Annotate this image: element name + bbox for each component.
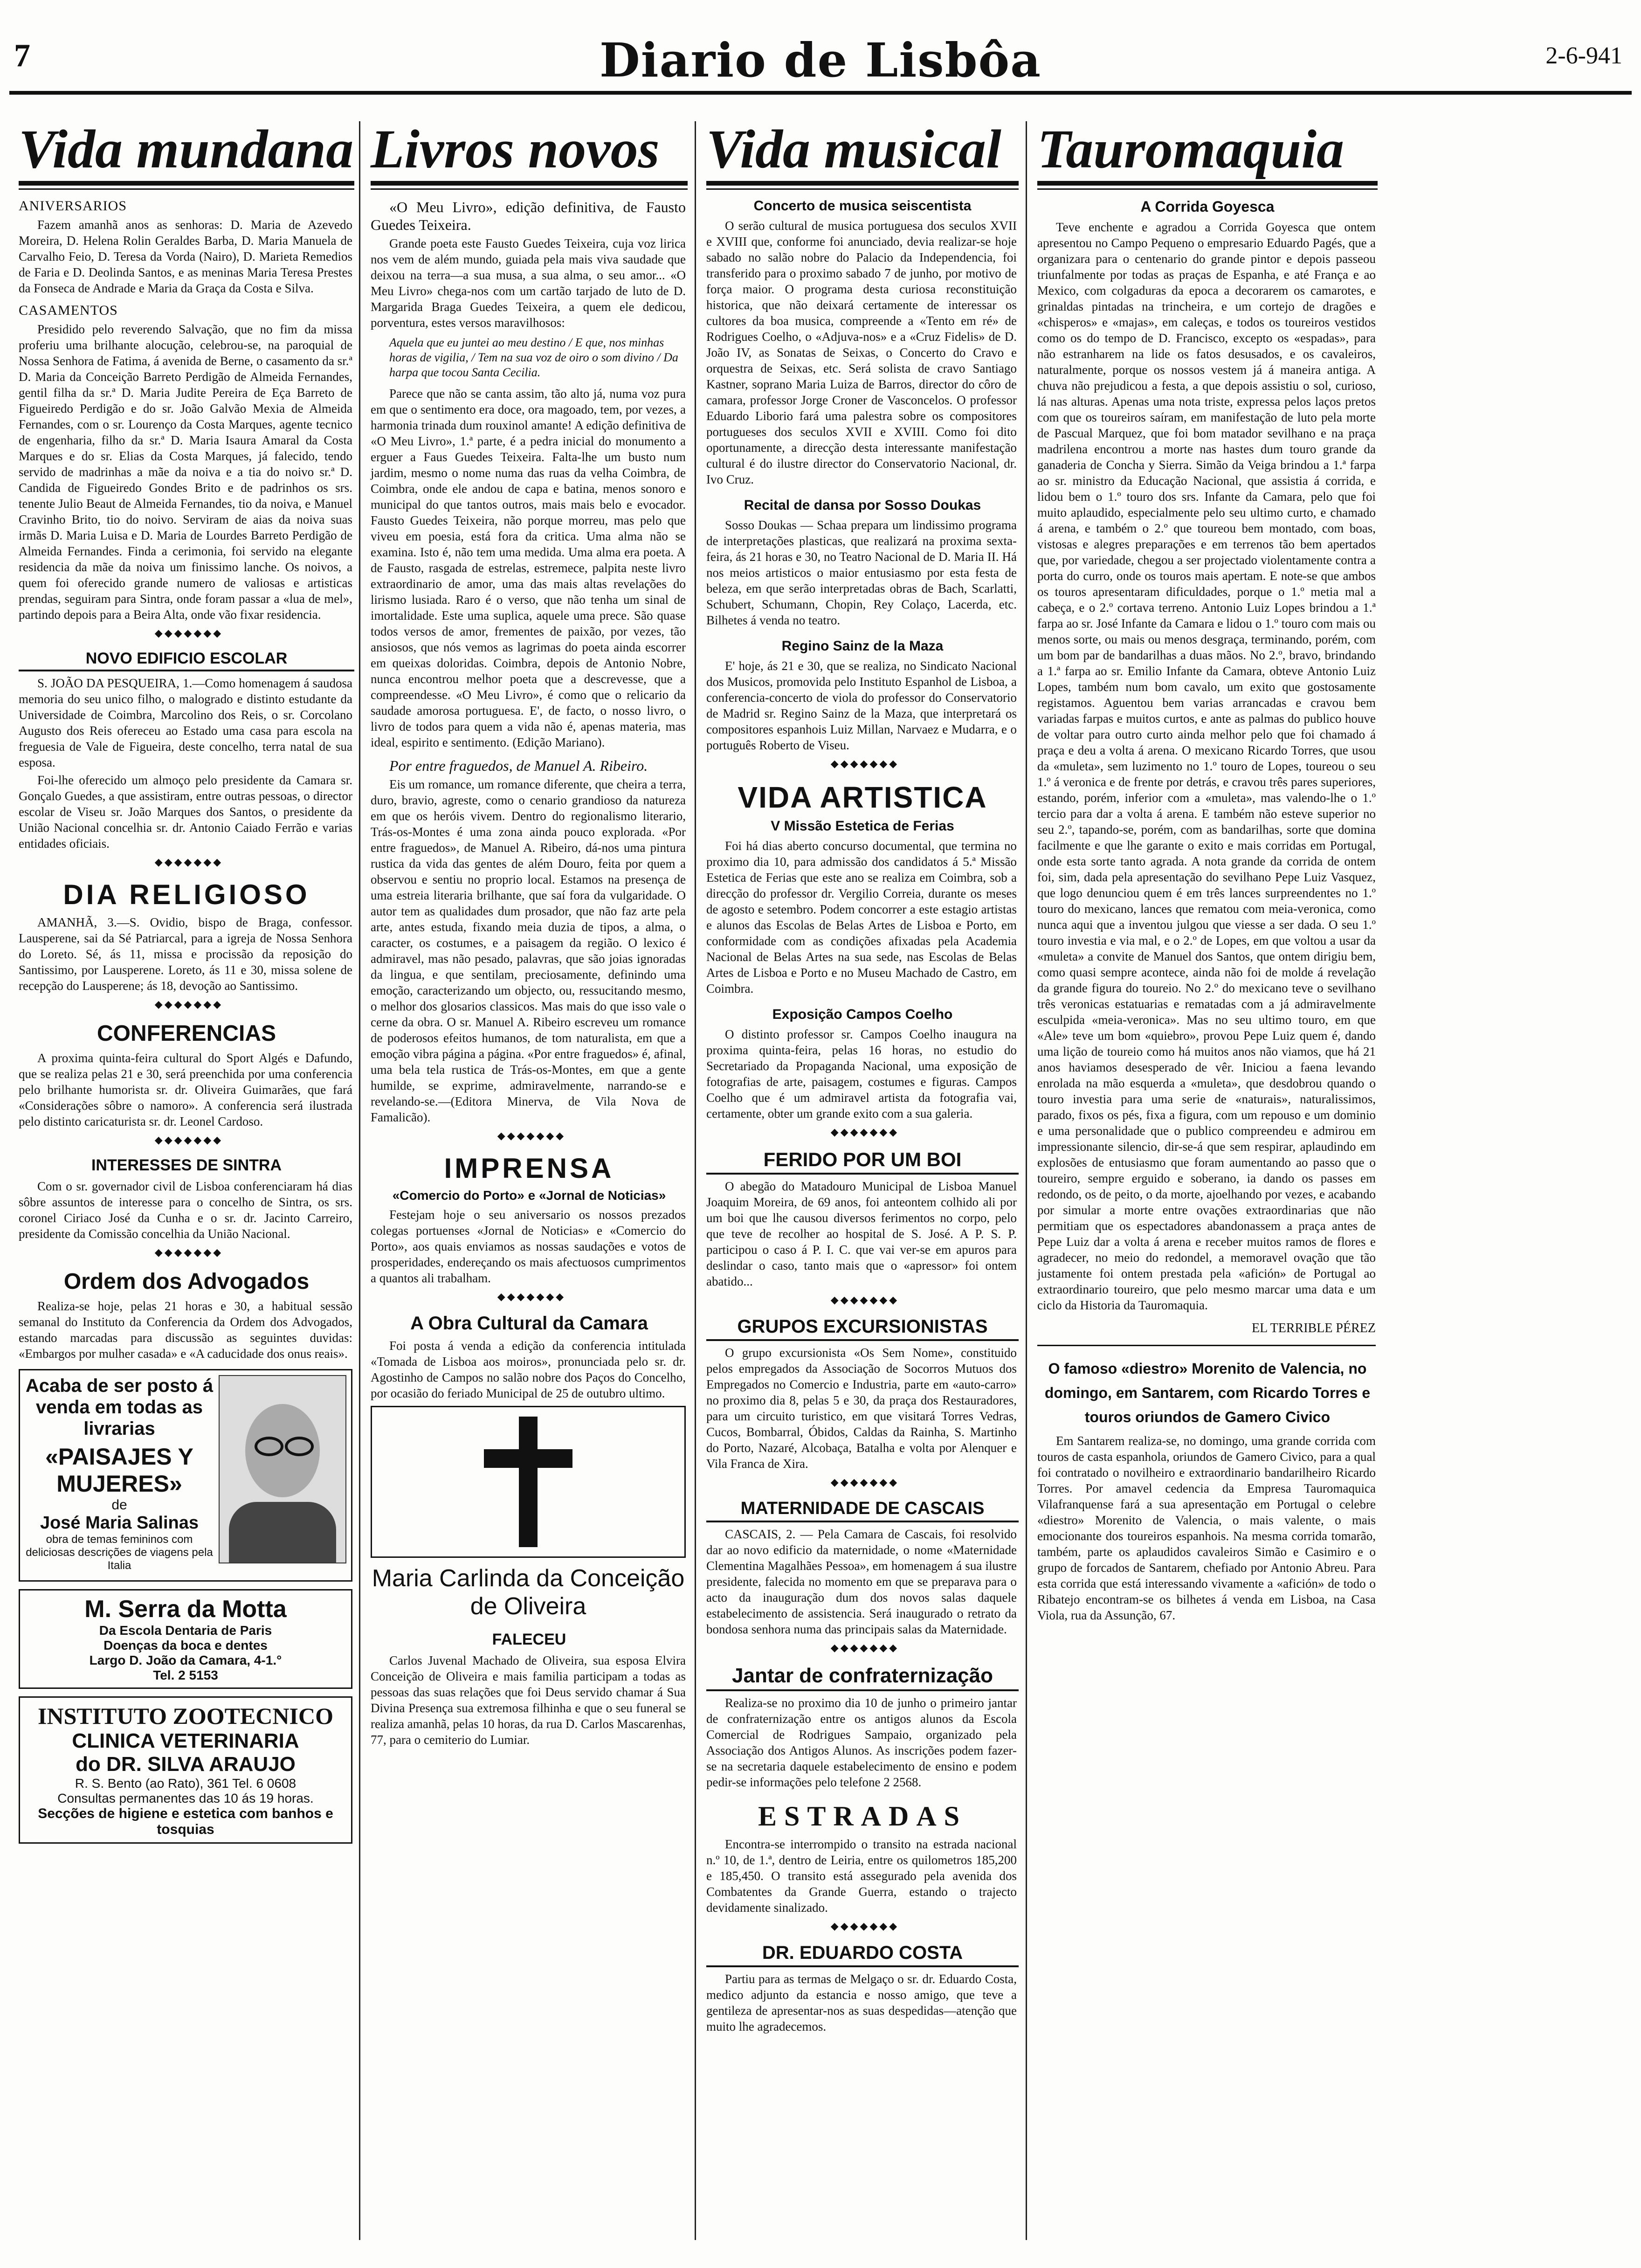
article-heading: IMPRENSA [444, 1153, 614, 1184]
ad-text: Secções de higiene e estetica com banhos e tosquias [38, 1806, 333, 1837]
article-text: O grupo excursionista «Os Sem Nome», constituido pelos empregados da Associação de Socorros Mutuos dos Empregados no Comercio e Industria, parte em «auto-carro» no proximo dia 8, pelas 5 e 30, da praça dos Restauradores, para um circuito turistico, em que visitará Torres Vedras, Cucos, Bombarral, Óbidos, Caldas da Rainha, S. Martinho do Porto, Nazaré, Alcobaça, Batalha e volta por Alenquer e Vila Franca de Xira. [706, 1346, 1017, 1471]
article-heading: INTERESSES DE SINTRA [91, 1156, 282, 1174]
article-text: Eis um romance, um romance diferente, que cheira a terra, duro, bravio, agreste, como o cenario grandioso da natureza em que os heróis vivem. Dentro do regionalismo literario, Trás-os-Montes é uma zona ainda pouco explorada. «Por entre fraguedos», de Manuel A. Ribeiro, dá-nos uma pintura rustica da vida das gentes de além Douro, feita por quem a observou e sentiu no proprio local. Estamos na presença de uma estreia literaria brilhante, que saí fora da vulgaridade. O autor tem as qualidades dum prosador, que não faz arte pela arte, antes estuda, fixando meia duzia de tipos, a alma, o caracter, os costumes, e a paisagem da região. O lexico é admiravel, mas não pesado, palavras, que são joias ignoradas da lingua, e que sentilam, preciosamente, definindo uma emoção, caracterizando um objecto, ou, ressucitando mesmo, o melhor dos glosarios classicos. Mas mais do que isso vale o cerne da obra. O sr. Manuel A. Ribeiro escreveu um romance de poderosos efeitos humanos, de tom naturalista, em que a emoção vibra página a página. «Por entre fraguedos» é, afinal, uma bela tela rustica de Trás-os-Montes, em que a gente humilde, se exprime, admiravelmente, narrando-se e revelando-se.—(Editora Minerva, de Vila Nova de Famalicão). [371, 777, 686, 1124]
masthead [9, 33, 1632, 89]
article-heading: DIA RELIGIOSO [63, 879, 310, 910]
article-subheading: V Missão Estetica de Ferias [771, 818, 954, 834]
article-heading: A Corrida Goyesca [1140, 198, 1275, 215]
dentist-advertisement [19, 1589, 352, 1689]
issue-date: 2-6-941 [1545, 42, 1622, 69]
byline: EL TERRIBLE PÉREZ [1252, 1321, 1376, 1335]
ornament-divider: ◆◆◆◆◆◆◆ [830, 1126, 899, 1138]
article-text: CASCAIS, 2. — Pela Camara de Cascais, foi resolvido dar ao novo edificio da maternidade, o nome «Maternidade Clementina Magalhães Pessoa», em homenagem á sua ilustre presidente, falecida no momento em que se preparava para o acto da inauguração dum dos novos salas daquele estabelecimento de assistencia. Será inaugurado o retrato da bondosa senhora numa das principais salas da Maternidade. [706, 1527, 1017, 1636]
title-rule [706, 188, 1019, 190]
page-number: 7 [14, 38, 30, 74]
article-heading: NOVO EDIFICIO ESCOLAR [19, 650, 354, 671]
ad-name: INSTITUTO ZOOTECNICO [38, 1703, 333, 1729]
article-text: Sosso Doukas — Schaa prepara um lindissimo programa de interpretações plasticas, que realizará na proxima sexta-feira, ás 21 horas e 30, no Teatro Nacional de D. Maria II. Há nos meios artisticos o maior entusiasmo por esta festa de beleza, em que serão interpretadas obras de Bach, Scarlatti, Schubert, Schumann, Chopin, Rey Colaço, Lacerda, etc. Bilhetes á venda no teatro. [706, 518, 1017, 627]
ad-text: CLINICA VETERINARIA [72, 1729, 299, 1752]
ornament-divider: ◆◆◆◆◆◆◆ [154, 856, 223, 868]
article-subheading: «Comercio do Porto» e «Jornal de Noticias» [392, 1188, 666, 1203]
column-vida-mundana [9, 112, 359, 2249]
title-rule [1037, 188, 1378, 190]
ornament-divider: ◆◆◆◆◆◆◆ [830, 1476, 899, 1488]
ornament-divider: ◆◆◆◆◆◆◆ [497, 1130, 566, 1141]
masthead-rule [9, 91, 1632, 95]
ad-text: Acaba de ser posto á venda em todas as livrarias [25, 1376, 214, 1439]
article-heading: VIDA ARTISTICA [738, 781, 987, 814]
article-text: O distinto professor sr. Campos Coelho inaugura na proxima quinta-feira, pelas 16 horas, no estudio do Secretariado da Propaganda Nacional, uma exposição de fotografias de arte, paisagem, costumes e figuras. Campos Coelho que é um admiravel artista da fotografia vai, certamente, obter um grande exito com a sua galeria. [706, 1027, 1017, 1120]
obituary-name: Maria Carlinda da Conceição de Oliveira [372, 1565, 685, 1620]
article-text: E' hoje, ás 21 e 30, que se realiza, no Sindicato Nacional dos Musicos, promovida pelo Instituto Espanhol de Lisboa, a conferencia-concerto de viola do professor do Conservatorio de Madrid sr. Regino Sainz de la Maza, que interpretará os compositores espanhois Luiz Millan, Narvaez e Mudarra, e o português Roberto de Viseu. [706, 659, 1017, 752]
article-heading: O famoso «diestro» Morenito de Valencia, no domingo, em Santarem, com Ricardo Torres e touros oriundos de Gamero Civico [1044, 1360, 1371, 1425]
ornament-divider: ◆◆◆◆◆◆◆ [154, 998, 223, 1010]
ornament-divider: ◆◆◆◆◆◆◆ [154, 627, 223, 639]
title-rule [1037, 181, 1378, 186]
title-rule [19, 188, 354, 190]
article-text: Parece que não se canta assim, tão alto já, numa voz pura em que o sentimento era doce, ora magoado, tem, por vezes, a harmonia trinada dum rouxinol amante! A edição definitiva de «O Meu Livro», 1.ª parte, é a pedra inicial do monumento a erguer a Faus Guedes Teixeira. Falta-lhe um busto num jardim, mesmo o nome numa das ruas da velha Coimbra, de Coimbra, onde ele andou de capa e batina, menos sonoro e municipal do que tantos outros, mais mais belo e evocador. Fausto Guedes Teixeira, não porque morreu, mas pelo que viveu em poesia, está fora da critica. Uma alma não se examina. Isto é, não tem uma medida. Uma alma era poeta. A de Fausto, rasgada de estrelas, estremece, palpita neste livro extraordinario de amor, uma das mais altas revelações do lirismo lusiada. Raro é o verso, que não tenha um sinal de imortalidade. Este uma suplica, aquele uma prece. São quase todos versos de amor, frementes de paixão, por vezes, tão ansiosos, que nós vemos as lagrimas do poeta ainda escorrer em queixas doloridas. Coimbra, depois de Antonio Nobre, nunca encontrou melhor poeta que a descrevesse, que a compreendesse. «O Meu Livro», é como que o relicario da saudade amorosa portuguesa. E', de facto, o nosso livro, o livro de todos para quem a vida não é, apenas materia, mas ideal, espirito e sentimento. (Edição Mariano). [371, 387, 686, 749]
ad-text: de [111, 1497, 127, 1513]
section-rule [1037, 1345, 1376, 1346]
article-text: Fazem amanhã anos as senhoras: D. Maria de Azevedo Moreira, D. Helena Rolin Geraldes Barba, D. Maria Manuela de Carvalho Feio, D. Teresa da Vorda (Nairo), D. Marieta Remedios de Faria e D. Deolinda Santos, e as meninas Maria Teresa Prestes da Fonseca de Andrade e Maria da Graça da Costa e Silva. [19, 218, 352, 295]
ornament-divider: ◆◆◆◆◆◆◆ [830, 1642, 899, 1653]
article-text: Grande poeta este Fausto Guedes Teixeira, cuja voz lirica nos vem de além mundo, guiada pela mais viva saudade que deixou na terra—a sua musa, a sua alma, o seu amor... «O Meu Livro» chega-nos com um cartão tarjado de luto de D. Margarida Braga Guedes Teixeira, a quem ele dedicou, porventura, estes versos maravilhosos: [371, 236, 686, 330]
obituary-cross-icon [371, 1406, 686, 1558]
article-heading: FERIDO POR UM BOI [706, 1148, 1019, 1175]
article-text: Presidido pelo reverendo Salvação, que no fim da missa proferiu uma brilhante alocução, celebrou-se, na paroquial de Nossa Senhora de Fatima, á avenida de Berne, o casamento da sr.ª D. Maria da Conceição Barreto Perdigão de Almeida Fernandes, gentil filha da sr.ª D. Maria Judite Pereira de Eça Barreto de Figueiredo Perdigão e do sr. João Galvão Mexia de Almeida Fernandes, com o sr. Lourenço da Costa Marques, agente tecnico de engenharia, filho da sr.ª D. Maria Isaura Amaral da Costa Marques e do sr. Elias da Costa Marques, já falecido, tendo servido de madrinhas a mãe da noiva e a tia do noivo sr.ª D. Candida de Figueiredo Gondes Brito e de padrinhos os srs. tenente Julio Beaut de Almeida Fernandes, tio da noiva, e Manuel Cravinho Brito, tio do noivo. Serviram de aias da noiva suas irmãs D. Maria Luisa e D. Maria de Lourdes Barreto Perdigão de Almeida Fernandes. Finda a cerimonia, foi servido na elegante residencia da mãe da noiva um finissimo lanche. Os noivos, a quem foi oferecido grande numero de valiosas e artisticas prendas, seguiram para Sintra, onde foram passar a «lua de mel», partindo depois para a Beira Alta, onde vão fixar residencia. [19, 322, 352, 622]
book-review-title: Por entre fraguedos, de Manuel A. Ribeiro. [389, 757, 648, 774]
article-heading: Jantar de confraternização [706, 1664, 1019, 1691]
article-text: Com o sr. governador civil de Lisboa conferenciaram há dias sôbre assuntos de interesse para o concelho de Sintra, os srs. coronel Ciriaco José da Cunha e o sr. dr. Jacinto Carreiro, presidente da Comissão concelhia da União Nacional. [19, 1179, 352, 1241]
article-heading: MATERNIDADE DE CASCAIS [706, 1499, 1019, 1522]
article-text: Foi-lhe oferecido um almoço pelo presidente da Camara sr. Gonçalo Guedes, a que assistiram, entre outras pessoas, o director escolar de Viseu sr. João Marques dos Santos, o presidente da União Nacional concelhia sr. dr. Antonio Caiado Ferrão e varias entidades oficiais. [19, 773, 352, 850]
obituary-heading: FALECEU [492, 1631, 566, 1648]
column-divider [359, 121, 360, 2240]
book-review-title: «O Meu Livro», edição definitiva, de Fausto Guedes Teixeira. [371, 199, 686, 233]
article-heading: ESTRADAS [758, 1801, 967, 1832]
article-text: A proxima quinta-feira cultural do Sport Algés e Dafundo, que se realiza pelas 21 e 30, será preenchida por uma conferencia pelo brilhante humorista sr. dr. Oliveira Guimarães, que fará «Considerações sôbre o namoro». A conferencia será ilustrada pelo distinto caricaturista sr. dr. Leonel Cardoso. [19, 1051, 352, 1128]
subsection-heading: ANIVERSARIOS [19, 198, 127, 214]
article-heading: DR. EDUARDO COSTA [706, 1943, 1019, 1967]
article-text: AMANHÃ, 3.—S. Ovidio, bispo de Braga, confessor. Lausperene, sai da Sé Patriarcal, para a igreja de Nossa Senhora do Loreto. Sé, ás 11, missa e procissão da reposição do Santissimo, por Lausperene. Loreto, ás 11 e 30, missa solene de recepção do Lausperene; ás 18, devoção ao Santissimo. [19, 915, 352, 993]
ad-text: Consultas permanentes das 10 ás 19 horas. [57, 1791, 314, 1805]
title-rule [371, 188, 688, 190]
article-text: Realiza-se hoje, pelas 21 horas e 30, a habitual sessão semanal do Instituto da Conferencia da Ordem dos Advogados, estando marcadas para discussão as seguintes duvidas: «Embargos por mulher casada» e «A caducidade dos onus reais». [19, 1299, 352, 1361]
article-heading: A Obra Cultural da Camara [410, 1313, 648, 1334]
ad-name: M. Serra da Motta [84, 1596, 287, 1623]
book-advertisement [19, 1369, 352, 1582]
ad-text: R. S. Bento (ao Rato), 361 Tel. 6 0608 [75, 1776, 296, 1791]
article-text: Teve enchente e agradou a Corrida Goyesca que ontem apresentou no Campo Pequeno o empresario Eduardo Pagés, que a organizara para o centenario do grande pintor e depois passeou triunfalmente por todas as praças de Espanha, e até França e ao Mexico, com colgaduras da epoca a decorarem os camarotes, e grinaldas pintadas na trincheira, e um cortejo de dragões e «chisperos» e «majas», em caleças, e todos os toureiros vestidos como os do tempo de D. Francisco, excepto os «espadas», para não estranharem na lide os fatos desusados, e os cavaleiros, naturalmente, porque os nossos vestem já á maneira antiga. A chuva não prejudicou a festa, a que depois assistiu o sol, curioso, lá nas alturas. Apenas uma nota triste, expressa pelos laços pretos com que os toureiros saíram, em manifestação de luto pela morte de Pascual Marquez, que foi bom matador sevilhano e na praça madrilena encontrou a morte nas hastes dum touro grande da ganaderia de Concha y Sierra. Simão da Veiga brindou a 1.ª farpa ao sr. ministro da Educação Nacional, que assistia á corrida, e lidou bem o 1.º touro dos srs. Infante da Camara, pelo que foi muito aplaudido, especialmente pelo seu ultimo curto, e chamado á arena, e também o 2.º que toureou bem montado, com boas, vistosas e alegres preparações e em terrenos tão bem apertados que, por variedade, chegou a ser projectado violentamente contra a porta do curro, onde os touros mais apertam. E note-se que ambos os touros apresentaram dificuldades, porque o 1.º metia mal a cabeça, e o 2.º cortava terreno. Antonio Luiz Lopes brindou a 1.ª farpa ao sr. José Infante da Camara e lidou o 1.º touro com mais ou menos sorte, ou mais ou menos desgraça, terminando, porém, com um bom par de bandarilhas a duas mãos. No 2.º, bravo, brindando a 1.ª farpa ao sr. Emilio Infante da Camara, obteve Antonio Luiz Lopes, também num bom cavalo, um exito que gostosamente registamos. Aguentou bem varias arrancadas e cravou bem variadas farpas e muitos curtos, e ante as palmas do publico houve de voltar para outro curto ainda melhor pelo que foi chamado á praça e deu a volta á arena. O mexicano Ricardo Torres, que usou da «muleta», sem luzimento no 1.º touro de Lopes, toureou o seu 1.º á veronica e de frente por detrás, e cravou três pares superiores, estando, porém, inferior com a «muleta», mas valendo-lhe o 1.º tercio para dar a volta á arena. E também não esteve superior no seu 2.º, tapando-se, porém, com as bandarilhas, sorte que domina facilmente e que lhe garante o exito e mais corridas em Portugal, onde esta sorte tanto agrada. A nota grande da corrida de ontem foi, sim, dada pela apresentação do sevilhano Pepe Luiz Vasquez, que logo denunciou quem é em três lances surpreendentes no 1.º touro do mexicano, lances que rematou com meia-veronica, como nunca aqui que a inventou julgou que viesse a ser dada. O seu 1.º touro investia e via mal, e o 2.º de Lopes, em que voltou a usar da «muleta» a convite de Manuel dos Santos, que ontem dirigiu bem, como quasi sempre acontece, ainda não foi de molde á revelação da grande figura do toureio. No 2.º do mexicano teve o sevilhano três veronicas estatuarias e rematadas com a já admiravelmente esculpida «meia-veronica». Mas no seu ultimo touro, em que «Ale» teve um bom «quiebro», provou Pepe Luiz quem é, dando uma lição de toureio como há muitos anos não viamos, que há 21 anos haviamos desesperado de vêr. Iniciou a faena levando enrolada na mão esquerda a «muleta», que desdobrou quando o touro investia para uma serie de «naturais», naturalissimos, parado, fixos os pés, fixa a figura, com um repouso e um dominio e uma personalidade que o publico compreendeu e admirou em impressionante silencio, dir-se-á que sem respirar, aplaudindo em explosões de entusiasmo que foram aumentando ao passo que o toureiro, sempre erguido e soberano, ia dando os passes em redondo, os de peito, o da morte, ajoelhando por vezes, e acabando por simular a morte entre ovações extraordinarias que não permitiam que os espectadores abandonassem a praça antes de Pepe Luiz dar a volta á arena e receber muitos ramos de flores e agradecer, no meio do redondel, a memoravel ovação que tão justamente foi ontem prestada pela «afición» de Portugal ao extraordinario toureiro, que pelo mesmo marcar uma data e um ciclo da Historia da Tauromaquia. [1037, 220, 1376, 1312]
article-text: O serão cultural de musica portuguesa dos seculos XVII e XVIII que, conforme foi anunciado, devia realizar-se hoje sabado no salão nobre do Palacio da Independencia, foi transferido para o proximo sabado 7 de junho, por motivo de força maior. O programa desta curiosa reconstituição historica, que não deixará certamente de interessar os cultores da boa musica, compreende a «Tento em ré» de Rodrigues Coelho, o «Adjuva-nos» e a «Cruz Fidelis» de D. João IV, as Sonatas de Seixas, o Concerto do Cravo e orquestra de Seixas, etc. Será solista de cravo Santiago Kastner, soprano Maria Luiza de Barros, director do côro de camara, professor Jorge Croner de Vasconcelos. O professor Eduardo Liborio fará uma palestra sobre os compositores portugueses dos seculos XVII e XVIII. Como foi dito oportunamente, a direcção desta interessante manifestação cultural é do ilustre director do Conservatorio Nacional, dr. Ivo Cruz. [706, 219, 1017, 486]
article-text: Festejam hoje o seu aniversario os nossos prezados colegas portuenses «Jornal de Noticias» e «Comercio do Porto», aos quais enviamos as nossas saudações e votos de prosperidades, endereçando os mais afectuosos cumprimentos a quantos ali trabalham. [371, 1208, 686, 1285]
section-title: Livros novos [371, 118, 660, 180]
article-text: Foi há dias aberto concurso documental, que termina no proximo dia 10, para admissão dos candidatos á 5.ª Missão Estetica de Ferias que este ano se realiza em Coimbra, sob a direcção do professor dr. Vergilio Correia, durante os meses de agosto e setembro. Podem concorrer a este estagio artistas e alunos das Escolas de Belas Artes de Lisboa e Porto, em conformidade com as condições afixadas pela Academia Nacional de Belas Artes na sua sede, nas Escolas de Belas Artes de Lisboa e Porto e no Museu Machado de Castro, em Coimbra. [706, 839, 1017, 996]
column-livros-novos [361, 112, 692, 2249]
ornament-divider: ◆◆◆◆◆◆◆ [497, 1291, 566, 1302]
article-text: Partiu para as termas de Melgaço o sr. dr. Eduardo Costa, medico adjunto da estancia e nosso amigo, que teve a gentileza de apresentar-nos as suas despedidas—atenção que muito lhe agradecemos. [706, 1972, 1017, 2033]
article-text: Foi posta á venda a edição da conferencia intitulada «Tomada de Lisboa aos moiros», pronunciada pelo sr. dr. Agostinho de Campos no salão nobre dos Paços do Concelho, por ocasião do feriado Municipal de 25 de outubro ultimo. [371, 1339, 686, 1400]
article-heading: Ordem dos Advogados [63, 1269, 310, 1294]
column-tauromaquia [1028, 112, 1382, 2249]
article-text: Em Santarem realiza-se, no domingo, uma grande corrida com touros de casta espanhola, oriundos de Gamero Civico, para a qual foi contratado o novilheiro e extraordinario bandarilheiro Ricardo Torres. Por amavel cedencia da Empresa Tauromaquica Vilafranquense fará a sua apresentação em Portugal o celebre «diestro» Morenito de Valencia, o mais valente, o mais emocionante dos toureiros espanhois. Na mesma corrida tomarão, também, parte os aplaudidos cavaleiros Simão e Casimiro e o grupo de forcados de Santarem, chefiado por Antonio Abreu. Para esta corrida que está interessando vivamente a «afición» de todo o Ribatejo encontram-se os bilhetes á venda em Lisboa, na Casa Viola, rua da Assunção, 67. [1037, 1434, 1376, 1622]
ad-phone: Tel. 2 5153 [153, 1668, 218, 1682]
ad-text: do DR. SILVA ARAUJO [76, 1753, 296, 1776]
column-divider [1026, 121, 1027, 2240]
section-title: Vida musical [706, 118, 1001, 180]
article-text: Carlos Juvenal Machado de Oliveira, sua esposa Elvira Conceição de Oliveira e mais familia participam a todas as pessoas das suas relações que foi Deus servido chamar á Sua Divina Presença sua extremosa filhinha e que o seu funeral se realiza amanhã, pelas 10 horas, da rua D. Carlos Mascarenhas, 77, para o cemiterio do Lumiar. [371, 1653, 686, 1747]
ad-text: obra de temas femininos com deliciosas descrições de viagens pela Italia [26, 1533, 213, 1572]
veterinary-advertisement [19, 1696, 352, 1844]
article-heading: Concerto de musica seiscentista [753, 198, 972, 214]
article-text: Realiza-se no proximo dia 10 de junho o primeiro jantar de confraternização entre os antigos alunos da Escola Comercial de Rodrigues Sampaio, organizado pela Associação dos Antigos Alunos. As inscrições podem fazer-se na secretaria daquele estabelecimento de ensino e podem pedir-se informações pelo telefone 2 2568. [706, 1696, 1017, 1789]
ad-book-title: «PAISAJES Y MUJERES» [45, 1444, 193, 1497]
article-heading: Exposição Campos Coelho [772, 1007, 953, 1022]
ornament-divider: ◆◆◆◆◆◆◆ [830, 1920, 899, 1932]
section-title: Vida mundana [19, 118, 354, 180]
column-vida-musical [697, 112, 1023, 2249]
article-text: Encontra-se interrompido o transito na estrada nacional n.º 10, de 1.ª, dentro de Leiria, entre os quilometros 185,200 e 185,450. O transito está assegurado pela avenida dos Combatentes da Grande Guerra, estando o trajecto devidamente sinalizado. [706, 1837, 1017, 1915]
article-heading: Recital de dansa por Sosso Doukas [744, 498, 981, 513]
ad-text: Doenças da boca e dentes [103, 1638, 268, 1653]
ornament-divider: ◆◆◆◆◆◆◆ [830, 1294, 899, 1306]
article-text: O abegão do Matadouro Municipal de Lisboa Manuel Joaquim Moreira, de 69 anos, foi anteontem colhido ali por um boi que lhe causou diversos ferimentos no corpo, pelo que teve de recolher ao hospital de S. José. A P. S. P. participou o caso á P. I. C. que vai ver-se em apuros para deslindar o caso, tanto mais que o «apressor» foi ontem abatido... [706, 1179, 1017, 1288]
newspaper-title: Diario de Lisbôa [599, 33, 1042, 88]
poem-quote: Aquela que eu juntei ao meu destino / E que, nos minhas horas de vigilia, / Tem na sua voz de oiro o som divino / Da harpa que tocou Santa Cecilia. [389, 336, 678, 379]
ad-text: Largo D. João da Camara, 4-1.° [89, 1653, 282, 1667]
ad-text: Da Escola Dentaria de Paris [99, 1623, 272, 1638]
article-heading: Regino Sainz de la Maza [781, 638, 944, 654]
ornament-divider: ◆◆◆◆◆◆◆ [830, 758, 899, 769]
ornament-divider: ◆◆◆◆◆◆◆ [154, 1246, 223, 1258]
column-divider [695, 121, 696, 2240]
ornament-divider: ◆◆◆◆◆◆◆ [154, 1134, 223, 1146]
ad-author: José Maria Salinas [40, 1513, 199, 1533]
article-heading: CONFERENCIAS [97, 1021, 276, 1046]
section-title: Tauromaquia [1037, 118, 1344, 180]
author-portrait [219, 1375, 346, 1563]
article-heading: GRUPOS EXCURSIONISTAS [706, 1316, 1019, 1341]
title-rule [371, 181, 688, 186]
title-rule [19, 181, 354, 186]
title-rule [706, 181, 1019, 186]
article-text: S. JOÃO DA PESQUEIRA, 1.—Como homenagem á saudosa memoria do seu unico filho, o malogrado e distinto estudante da Universidade de Coimbra, Marcolino dos Reis, o sr. Corcolano Augusto dos Reis ofereceu ao Estado uma casa para escola na freguesia de Vale de Figueira, deste concelho, terra natal de sua esposa. [19, 676, 352, 769]
subsection-heading: CASAMENTOS [19, 303, 118, 318]
